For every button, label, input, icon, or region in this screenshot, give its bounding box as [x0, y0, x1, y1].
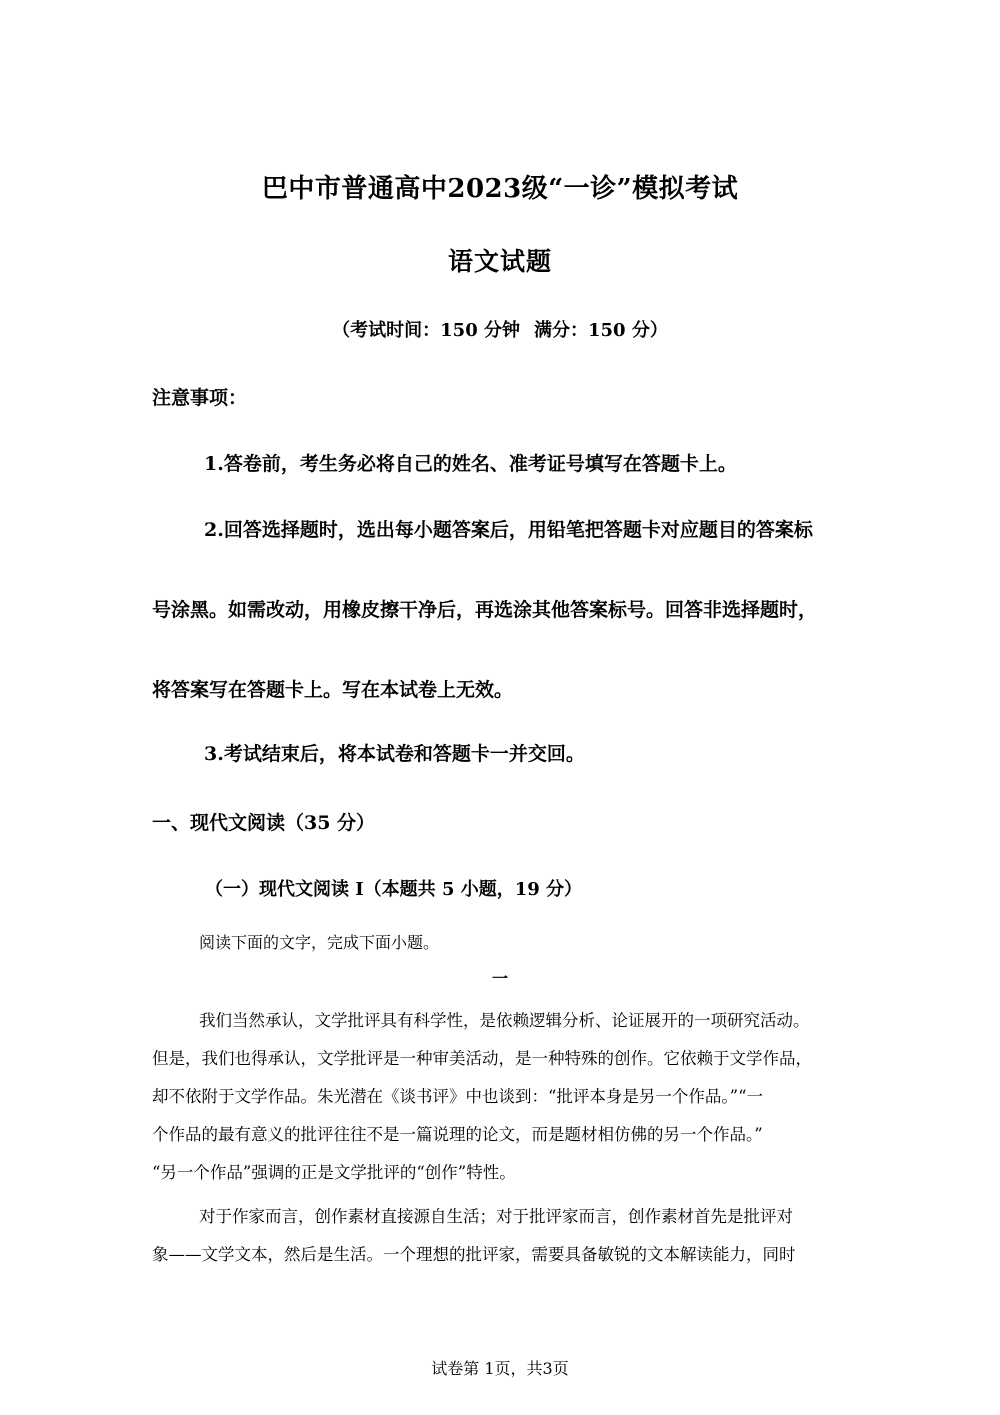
page-footer: 试卷第 1页，共3页 [431, 1359, 569, 1378]
note-item-3-text: 3.考试结束后，将本试卷和答题卡一并交回。 [204, 743, 585, 765]
passage-line: 却不依附于文学作品。朱光潜在《谈书评》中也谈到：“批评本身是另一个作品。”“一 [152, 1087, 764, 1106]
reading-instruction: 阅读下面的文字，完成下面小题。 [199, 933, 440, 952]
passage-line: 对于作家而言，创作素材直接源自生活；对于批评家而言，创作素材首先是批评对 [199, 1207, 793, 1226]
note-item-2 [152, 490, 852, 730]
passage-line: “另一个作品”强调的正是文学批评的“创作”特性。 [152, 1163, 516, 1182]
exam-title: 巴中市普通高中2023级“一诊”模拟考试 [261, 174, 739, 204]
note-item-2-line: 将答案写在答题卡上。写在本试卷上无效。 [152, 679, 514, 701]
exam-subtitle: 语文试题 [447, 247, 552, 276]
passage-line: 但是，我们也得承认，文学批评是一种审美活动，是一种特殊的创作。它依赖于文学作品， [152, 1049, 812, 1068]
passage-number: 一 [491, 969, 508, 988]
exam-meta [0, 316, 1000, 342]
section-heading: 一、现代文阅读（35 分） [152, 812, 376, 834]
passage-paragraph-2 [152, 1198, 852, 1274]
note-item-2-line: 2.回答选择题时，选出每小题答案后，用铅笔把答题卡对应题目的答案标 [204, 519, 813, 541]
note-item-2-line: 号涂黑。如需改动，用橡皮擦干净后，再选涂其他答案标号。回答非选择题时， [152, 599, 818, 621]
part-heading: （一）现代文阅读 I（本题共 5 小题，19 分） [205, 879, 583, 900]
full-score: 满分：150 分） [534, 320, 668, 341]
note-item-1-text: 1.答卷前，考生务必将自己的姓名、准考证号填写在答题卡上。 [204, 453, 737, 475]
passage-line: 象——文学文本，然后是生活。一个理想的批评家，需要具备敏锐的文本解读能力，同时 [152, 1245, 796, 1264]
exam-time: （考试时间：150 分钟 [332, 320, 520, 341]
notes-heading: 注意事项： [152, 387, 248, 409]
passage-paragraph-1 [152, 1002, 852, 1192]
note-item-3 [152, 714, 852, 794]
passage-line: 我们当然承认，文学批评具有科学性，是依赖逻辑分析、论证展开的一项研究活动。 [199, 1011, 810, 1030]
passage-line: 个作品的最有意义的批评往往不是一篇说理的论文，而是题材相仿佛的另一个作品。” [152, 1125, 763, 1144]
